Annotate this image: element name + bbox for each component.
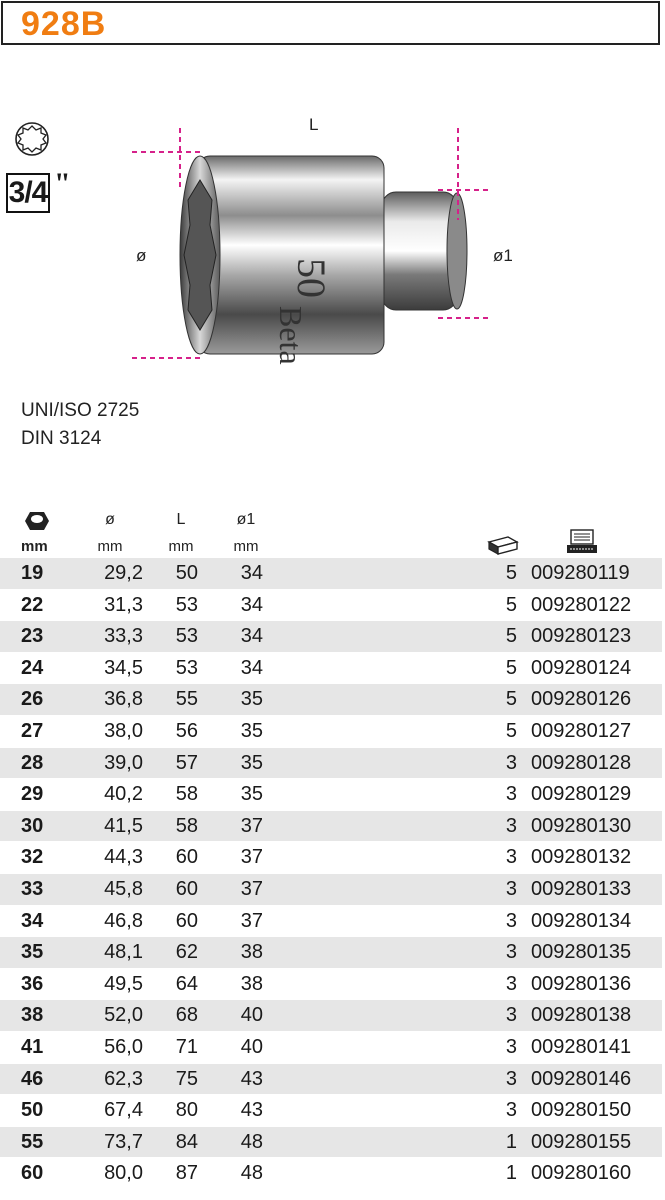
cell-code: 009280136 [531, 972, 632, 995]
standard-din: DIN 3124 [21, 428, 102, 449]
cell-diameter: 36,8 [104, 688, 143, 711]
cell-code: 009280135 [531, 941, 632, 964]
cell-pack-qty: 3 [505, 783, 517, 806]
column-unit-diameter1: mm [233, 538, 259, 555]
hex-nut-icon [24, 510, 50, 532]
cell-size: 27 [21, 719, 44, 742]
cell-size: 46 [21, 1067, 44, 1090]
cell-diameter: 62,3 [104, 1067, 143, 1090]
cell-diameter1: 34 [240, 593, 263, 616]
cell-size: 26 [21, 688, 44, 711]
table-row [0, 747, 662, 779]
cell-pack-qty: 3 [505, 1067, 517, 1090]
table-row [0, 778, 662, 810]
cell-diameter: 56,0 [104, 1035, 143, 1058]
cell-diameter1: 34 [240, 656, 263, 679]
cell-length: 71 [175, 1035, 198, 1058]
cell-code: 009280127 [531, 719, 632, 742]
cell-diameter1: 35 [240, 719, 263, 742]
socket-illustration [120, 100, 540, 380]
cell-code: 009280138 [531, 1004, 632, 1027]
cell-pack-qty: 1 [505, 1162, 517, 1185]
cell-code: 009280130 [531, 814, 632, 837]
cell-pack-qty: 3 [505, 877, 517, 900]
cell-length: 53 [175, 593, 198, 616]
cell-code: 009280123 [531, 625, 632, 648]
cell-length: 75 [175, 1067, 198, 1090]
cell-diameter1: 35 [240, 783, 263, 806]
cell-diameter1: 37 [240, 814, 263, 837]
cell-size: 60 [21, 1162, 44, 1185]
cell-code: 009280122 [531, 593, 632, 616]
cell-size: 30 [21, 814, 44, 837]
cell-diameter: 39,0 [104, 751, 143, 774]
cell-pack-qty: 5 [505, 593, 517, 616]
cell-size: 28 [21, 751, 44, 774]
cell-size: 38 [21, 1004, 44, 1027]
cell-diameter: 49,5 [104, 972, 143, 995]
cell-code: 009280160 [531, 1162, 632, 1185]
cell-length: 60 [175, 877, 198, 900]
cell-code: 009280141 [531, 1035, 632, 1058]
cell-diameter1: 40 [240, 1004, 263, 1027]
cell-pack-qty: 3 [505, 941, 517, 964]
cell-length: 87 [175, 1162, 198, 1185]
cell-diameter1: 43 [240, 1067, 263, 1090]
table-row [0, 1157, 662, 1189]
column-unit-diameter: mm [97, 538, 123, 555]
column-label-length: L [176, 511, 186, 528]
cell-diameter1: 34 [240, 562, 263, 584]
cell-pack-qty: 1 [505, 1130, 517, 1153]
table-row [0, 715, 662, 747]
table-row [0, 557, 662, 589]
table-row [0, 1031, 662, 1063]
cell-pack-qty: 5 [505, 719, 517, 742]
socket-engraving-brand: Beta [273, 306, 309, 365]
standards-list [21, 397, 139, 453]
cell-length: 84 [175, 1130, 198, 1153]
cell-diameter1: 43 [240, 1099, 263, 1122]
table-row [0, 1126, 662, 1158]
cell-length: 60 [175, 846, 198, 869]
cell-pack-qty: 3 [505, 972, 517, 995]
cell-pack-qty: 5 [505, 688, 517, 711]
cell-pack-qty: 3 [505, 1004, 517, 1027]
cell-pack-qty: 3 [505, 751, 517, 774]
cell-diameter1: 35 [240, 688, 263, 711]
twelve-point-socket-icon [10, 120, 60, 160]
cell-code: 009280146 [531, 1067, 632, 1090]
length-dimension-label: L [309, 115, 319, 134]
cell-diameter1: 48 [240, 1162, 263, 1185]
cell-diameter1: 38 [240, 941, 263, 964]
table-row [0, 936, 662, 968]
cell-pack-qty: 3 [505, 814, 517, 837]
drive-inch-mark: " [54, 167, 71, 200]
cell-size: 23 [21, 625, 44, 648]
cell-length: 80 [175, 1099, 198, 1122]
cell-diameter: 29,2 [104, 562, 143, 584]
cell-pack-qty: 3 [505, 1035, 517, 1058]
table-row [0, 810, 662, 842]
cell-diameter1: 37 [240, 846, 263, 869]
standard-uni-iso: UNI/ISO 2725 [21, 400, 140, 421]
cell-pack-qty: 3 [505, 846, 517, 869]
package-box-icon [486, 534, 520, 556]
column-label-diameter1: ø1 [236, 511, 256, 528]
cell-diameter: 33,3 [104, 625, 143, 648]
cell-size: 50 [21, 1099, 44, 1122]
cell-diameter: 31,3 [104, 593, 143, 616]
cell-length: 60 [175, 909, 198, 932]
cell-length: 56 [175, 719, 198, 742]
cell-diameter: 45,8 [104, 877, 143, 900]
diameter1-dimension-label: ø1 [493, 246, 513, 265]
cell-length: 53 [175, 625, 198, 648]
cell-diameter1: 40 [240, 1035, 263, 1058]
cell-code: 009280128 [531, 751, 632, 774]
table-row [0, 652, 662, 684]
table-row [0, 1094, 662, 1126]
cell-size: 32 [21, 846, 44, 869]
cell-size: 29 [21, 783, 44, 806]
cell-length: 57 [175, 751, 198, 774]
table-row [0, 905, 662, 937]
cell-diameter1: 34 [240, 625, 263, 648]
column-unit-length: mm [168, 538, 194, 555]
cell-diameter: 52,0 [104, 1004, 143, 1027]
cell-size: 22 [21, 593, 44, 616]
cell-diameter1: 38 [240, 972, 263, 995]
cell-code: 009280150 [531, 1099, 632, 1122]
cell-code: 009280133 [531, 877, 632, 900]
product-table-body [0, 557, 662, 1189]
socket-engraving-size: 50 [289, 258, 334, 298]
table-row [0, 999, 662, 1031]
column-unit-size: mm [21, 538, 48, 555]
column-label-diameter: ø [105, 511, 115, 528]
table-row [0, 589, 662, 621]
cell-size: 19 [21, 562, 44, 584]
drive-size-value: 3/4 [6, 173, 50, 213]
cell-length: 58 [175, 814, 198, 837]
cell-diameter1: 48 [240, 1130, 263, 1153]
cell-size: 55 [21, 1130, 44, 1153]
barcode-scanner-icon [565, 528, 599, 556]
cell-pack-qty: 3 [505, 1099, 517, 1122]
cell-diameter: 44,3 [104, 846, 143, 869]
cell-diameter: 38,0 [104, 719, 143, 742]
cell-code: 009280119 [531, 562, 630, 584]
cell-size: 36 [21, 972, 44, 995]
cell-pack-qty: 3 [505, 909, 517, 932]
cell-diameter: 41,5 [104, 814, 143, 837]
cell-pack-qty: 5 [505, 562, 517, 584]
cell-length: 53 [175, 656, 198, 679]
cell-length: 50 [175, 562, 198, 584]
table-row [0, 968, 662, 1000]
cell-diameter: 40,2 [104, 783, 143, 806]
table-header [0, 508, 665, 558]
cell-length: 62 [175, 941, 198, 964]
cell-diameter: 48,1 [104, 941, 143, 964]
cell-diameter: 34,5 [104, 656, 143, 679]
title-bar [1, 1, 660, 45]
diameter-dimension-label: ø [136, 246, 147, 265]
cell-size: 35 [21, 941, 44, 964]
table-row [0, 683, 662, 715]
cell-length: 64 [175, 972, 198, 995]
cell-diameter1: 37 [240, 909, 263, 932]
cell-diameter: 80,0 [104, 1162, 143, 1185]
cell-diameter: 73,7 [104, 1130, 143, 1153]
cell-pack-qty: 5 [505, 656, 517, 679]
cell-size: 34 [21, 909, 44, 932]
cell-length: 68 [175, 1004, 198, 1027]
cell-diameter1: 37 [240, 877, 263, 900]
cell-code: 009280132 [531, 846, 632, 869]
cell-diameter: 67,4 [104, 1099, 143, 1122]
table-row [0, 620, 662, 652]
cell-length: 55 [175, 688, 198, 711]
page-title: 928B [21, 5, 107, 43]
table-row [0, 1063, 662, 1095]
cell-size: 24 [21, 656, 44, 679]
cell-diameter1: 35 [240, 751, 263, 774]
table-row [0, 841, 662, 873]
cell-pack-qty: 5 [505, 625, 517, 648]
cell-code: 009280155 [531, 1130, 632, 1153]
cell-code: 009280124 [531, 656, 632, 679]
cell-diameter: 46,8 [104, 909, 143, 932]
cell-code: 009280134 [531, 909, 632, 932]
cell-code: 009280126 [531, 688, 632, 711]
table-row [0, 873, 662, 905]
cell-size: 33 [21, 877, 44, 900]
cell-size: 41 [21, 1035, 44, 1058]
cell-length: 58 [175, 783, 198, 806]
cell-code: 009280129 [531, 783, 632, 806]
